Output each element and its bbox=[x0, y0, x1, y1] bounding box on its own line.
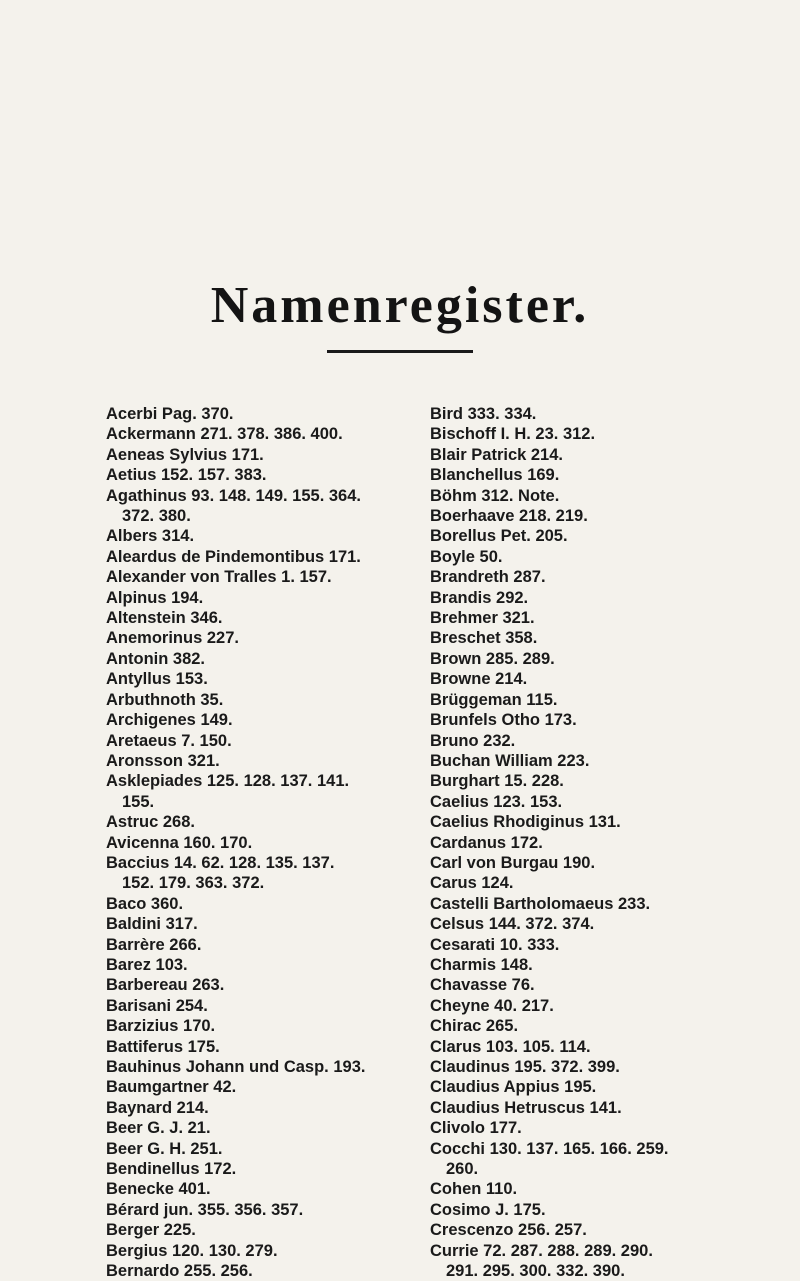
index-entry: Crescenzo 256. 257. bbox=[430, 1221, 587, 1240]
index-entry: Asklepiades 125. 128. 137. 141. bbox=[106, 772, 350, 791]
index-entry: Brandis 292. bbox=[430, 588, 529, 607]
index-entry: Bergius 120. 130. 279. bbox=[106, 1241, 278, 1260]
index-entry: Cosimo J. 175. bbox=[430, 1200, 546, 1219]
index-entry: Barzizius 170. bbox=[106, 1017, 216, 1036]
index-entry: Anemorinus 227. bbox=[106, 629, 239, 648]
index-entry: Arbuthnoth 35. bbox=[106, 690, 224, 709]
index-entry: Blair Patrick 214. bbox=[430, 445, 563, 464]
index-entry: Bendinellus 172. bbox=[106, 1160, 237, 1179]
index-entry: Brandreth 287. bbox=[430, 568, 546, 587]
index-entry: Ackermann 271. 378. 386. 400. bbox=[106, 425, 343, 444]
index-entry: Astruc 268. bbox=[106, 813, 195, 832]
index-entry: Boyle 50. bbox=[430, 547, 503, 566]
index-entry: Brüggeman 115. bbox=[430, 690, 558, 709]
index-entry-continuation: 372. 380. bbox=[122, 507, 191, 526]
index-entry: Charmis 148. bbox=[430, 955, 533, 974]
index-entry: Agathinus 93. 148. 149. 155. 364. bbox=[106, 486, 361, 505]
index-entry: Chavasse 76. bbox=[430, 976, 535, 995]
index-entry: Bruno 232. bbox=[430, 731, 516, 750]
index-entry: Claudius Hetruscus 141. bbox=[430, 1098, 622, 1117]
index-entry: Borellus Pet. 205. bbox=[430, 527, 568, 546]
index-entry: Brunfels Otho 173. bbox=[430, 711, 577, 730]
index-entry: Alpinus 194. bbox=[106, 588, 204, 607]
index-entry: Baumgartner 42. bbox=[106, 1078, 237, 1097]
index-entry: Aretaeus 7. 150. bbox=[106, 731, 232, 750]
index-entry: Böhm 312. Note. bbox=[430, 486, 560, 505]
index-entry: Aeneas Sylvius 171. bbox=[106, 445, 264, 464]
index-entry: Clivolo 177. bbox=[430, 1119, 522, 1138]
index-entry: Barez 103. bbox=[106, 955, 188, 974]
index-entry: Baccius 14. 62. 128. 135. 137. bbox=[106, 853, 335, 872]
index-entry: Brown 285. 289. bbox=[430, 649, 555, 668]
index-column-right bbox=[430, 404, 730, 1281]
index-entry-continuation: 291. 295. 300. 332. 390. bbox=[446, 1262, 625, 1281]
index-entry: Bischoff I. H. 23. 312. bbox=[430, 425, 596, 444]
index-entry-continuation: 152. 179. 363. 372. bbox=[122, 874, 265, 893]
index-entry: Caelius 123. 153. bbox=[430, 792, 563, 811]
index-entry: Bérard jun. 355. 356. 357. bbox=[106, 1200, 304, 1219]
index-entry: Carl von Burgau 190. bbox=[430, 853, 596, 872]
index-entry: Barisani 254. bbox=[106, 996, 208, 1015]
index-entry: Cesarati 10. 333. bbox=[430, 935, 560, 954]
title-rule bbox=[327, 350, 473, 353]
index-entry: Aetius 152. 157. 383. bbox=[106, 466, 267, 485]
index-entry: Castelli Bartholomaeus 233. bbox=[430, 894, 651, 913]
index-entry: Cardanus 172. bbox=[430, 833, 543, 852]
index-entry: Brehmer 321. bbox=[430, 609, 535, 628]
index-entry: Acerbi Pag. 370. bbox=[106, 405, 234, 423]
index-entry: Cocchi 130. 137. 165. 166. 259. bbox=[430, 1139, 669, 1158]
index-entry: Chirac 265. bbox=[430, 1017, 519, 1036]
index-entry: Baldini 317. bbox=[106, 915, 198, 934]
index-entry: Baco 360. bbox=[106, 894, 184, 913]
index-entry: Buchan William 223. bbox=[430, 751, 590, 770]
index-entry: Browne 214. bbox=[430, 670, 528, 689]
index-entry: Carus 124. bbox=[430, 874, 514, 893]
index-entry: Beer G. J. 21. bbox=[106, 1119, 211, 1138]
index-entry: Caelius Rhodiginus 131. bbox=[430, 813, 621, 832]
index-entry: Battiferus 175. bbox=[106, 1037, 220, 1056]
index-entry: Avicenna 160. 170. bbox=[106, 833, 253, 852]
index-entry: Celsus 144. 372. 374. bbox=[430, 915, 595, 934]
index-column-left bbox=[106, 404, 406, 1281]
index-entry: Archigenes 149. bbox=[106, 711, 233, 730]
index-entry: Bird 333. 334. bbox=[430, 405, 537, 423]
index-entry: Claudinus 195. 372. 399. bbox=[430, 1058, 620, 1076]
index-entry: Antyllus 153. bbox=[106, 670, 208, 689]
index-entry: Currie 72. 287. 288. 289. 290. bbox=[430, 1241, 653, 1260]
index-entry: Bernardo 255. 256. bbox=[106, 1262, 253, 1281]
index-entry: Albers 314. bbox=[106, 527, 195, 546]
index-entry: Claudius Appius 195. bbox=[430, 1078, 597, 1097]
index-entry: Beer G. H. 251. bbox=[106, 1139, 223, 1158]
index-entry: Altenstein 346. bbox=[106, 609, 223, 628]
index-entry: Antonin 382. bbox=[106, 649, 206, 668]
index-entry-continuation: 260. bbox=[446, 1160, 479, 1179]
index-entry: Burghart 15. 228. bbox=[430, 772, 564, 791]
index-entry: Alexander von Tralles 1. 157. bbox=[106, 568, 332, 587]
index-entry: Aronsson 321. bbox=[106, 751, 220, 770]
index-entry: Aleardus de Pindemontibus 171. bbox=[106, 547, 361, 566]
index-entry: Cheyne 40. 217. bbox=[430, 996, 554, 1015]
index-entry: Benecke 401. bbox=[106, 1180, 211, 1199]
index-entry: Boerhaave 218. 219. bbox=[430, 507, 588, 526]
page-title: Namenregister. bbox=[210, 277, 590, 334]
index-entry: Bauhinus Johann und Casp. 193. bbox=[106, 1058, 366, 1076]
index-entry: Breschet 358. bbox=[430, 629, 538, 648]
index-entry: Clarus 103. 105. 114. bbox=[430, 1037, 591, 1056]
index-entry: Barrère 266. bbox=[106, 935, 202, 954]
index-entry-continuation: 155. bbox=[122, 792, 155, 811]
index-entry: Berger 225. bbox=[106, 1221, 196, 1240]
index-entry: Blanchellus 169. bbox=[430, 466, 560, 485]
index-entry: Baynard 214. bbox=[106, 1098, 209, 1117]
index-entry: Cohen 110. bbox=[430, 1180, 518, 1199]
index-entry: Barbereau 263. bbox=[106, 976, 225, 995]
